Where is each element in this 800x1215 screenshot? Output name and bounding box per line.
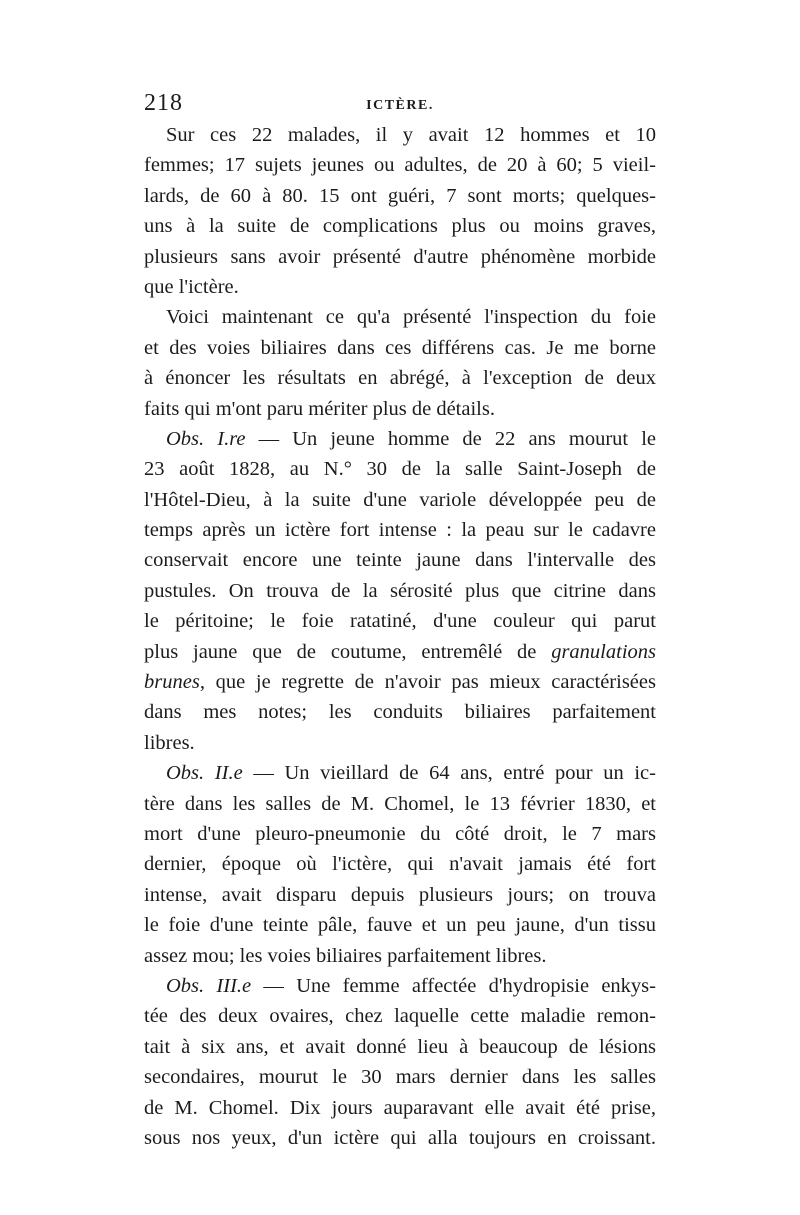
text-line: uns à la suite de complications plus ou moins graves, — [144, 215, 656, 238]
text-line: plusieurs sans avoir présenté d'autre phénomène morbide — [144, 245, 656, 268]
text-line: 23 août 1828, au N.° 30 de la salle Saint-Joseph de — [144, 458, 656, 481]
text-line: libres. — [144, 731, 195, 754]
text-fragment: , que je regrette de n'avoir pas mieux caractérisées — [199, 671, 656, 694]
text-line: assez mou; les voies biliaires parfaitement libres. — [144, 944, 547, 967]
text-fragment: plus jaune que de coutume, entremêlé de — [144, 640, 552, 663]
text-line: dernier, époque où l'ictère, qui n'avait jamais été fort — [144, 853, 656, 876]
text-fragment: — Un jeune homme de 22 ans mourut le — [245, 427, 656, 450]
text-line: intense, avait disparu depuis plusieurs jours; on trouva — [144, 883, 656, 906]
text-line: pustules. On trouva de la sérosité plus que citrine dans — [144, 579, 656, 602]
observation-label: Obs. III.e — [166, 974, 252, 997]
text-line: conservait encore une teinte jaune dans l'intervalle des — [144, 549, 656, 572]
text-line: le foie d'une teinte pâle, fauve et un peu jaune, d'un tissu — [144, 914, 656, 937]
text-line: secondaires, mourut le 30 mars dernier dans les salles — [144, 1066, 656, 1089]
running-head: ICTÈRE. — [366, 98, 434, 113]
observation-2-first-line — [144, 758, 656, 788]
text-line: lards, de 60 à 80. 15 ont guéri, 7 sont morts; quelques- — [144, 184, 656, 207]
text-line: le péritoine; le foie ratatiné, d'une couleur qui parut — [144, 610, 656, 633]
observation-label: Obs. II.e — [166, 762, 243, 785]
text-fragment: — Une femme affectée d'hydropisie enkys- — [251, 974, 656, 997]
text-line: dans mes notes; les conduits biliaires parfaitement — [144, 701, 656, 724]
text-line: faits qui m'ont paru mériter plus de détails. — [144, 397, 495, 420]
page-header — [0, 90, 800, 120]
italic-term: granulations — [551, 640, 656, 663]
text-line: tait à six ans, et avait donné lieu à beaucoup de lésions — [144, 1035, 656, 1058]
text-line: à énoncer les résultats en abrégé, à l'exception de deux — [144, 367, 656, 390]
text-line: sous nos yeux, d'un ictère qui alla toujours en croissant. — [144, 1126, 656, 1149]
text-line — [144, 667, 656, 697]
text-line: de M. Chomel. Dix jours auparavant elle avait été prise, — [144, 1096, 656, 1119]
text-line: Voici maintenant ce qu'a présenté l'inspection du foie — [166, 306, 656, 329]
text-line — [144, 637, 656, 667]
text-fragment: — Un vieillard de 64 ans, entré pour un ic- — [242, 762, 656, 785]
body-text — [144, 120, 656, 1153]
observation-1-first-line — [144, 424, 656, 454]
italic-term: brunes — [144, 671, 200, 694]
text-line: l'Hôtel-Dieu, à la suite d'une variole développée peu de — [144, 488, 656, 511]
text-line: temps après un ictère fort intense : la peau sur le cadavre — [144, 519, 656, 542]
text-line: et des voies biliaires dans ces différens cas. Je me borne — [144, 336, 656, 359]
page-number: 218 — [144, 90, 183, 116]
text-line: tère dans les salles de M. Chomel, le 13 février 1830, et — [144, 792, 656, 815]
text-line: Sur ces 22 malades, il y avait 12 hommes et 10 — [166, 124, 656, 146]
text-line: tée des deux ovaires, chez laquelle cette maladie remon- — [144, 1005, 656, 1028]
observation-3-first-line — [144, 971, 656, 1001]
observation-label: Obs. I.re — [166, 427, 246, 450]
text-line: que l'ictère. — [144, 275, 239, 298]
text-line: mort d'une pleuro-pneumonie du côté droit, le 7 mars — [144, 822, 656, 845]
text-line: femmes; 17 sujets jeunes ou adultes, de 20 à 60; 5 vieil- — [144, 154, 656, 177]
